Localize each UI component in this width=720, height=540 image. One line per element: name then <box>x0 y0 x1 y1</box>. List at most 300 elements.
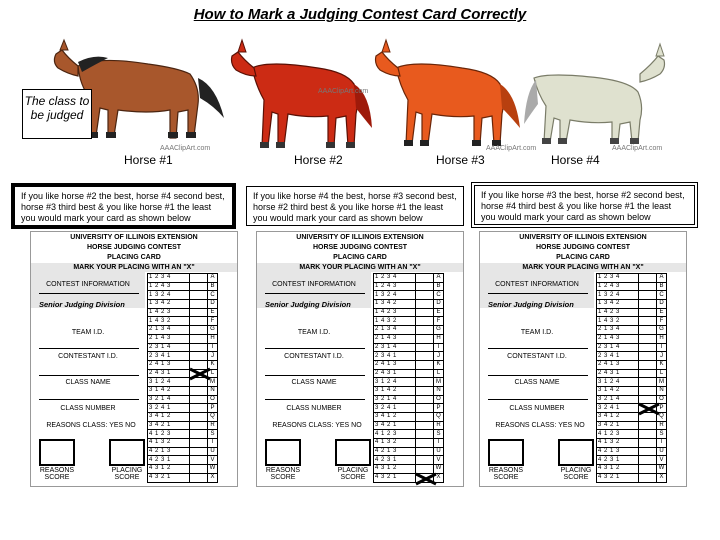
placing-mark-box[interactable] <box>190 308 208 317</box>
placing-mark-box[interactable] <box>416 447 434 456</box>
placing-order: 4 2 1 3 <box>597 447 639 456</box>
placing-mark-box[interactable] <box>416 378 434 387</box>
placing-mark-box[interactable] <box>639 352 657 361</box>
card-header-university: UNIVERSITY OF ILLINOIS EXTENSION <box>519 234 647 241</box>
placing-row <box>148 421 218 430</box>
instruction-box-1: If you like horse #2 the best, horse #4 second best, horse #3 third best & you like horse #1 the least you would mark your card as shown below <box>11 183 236 229</box>
placing-order: 2 1 4 3 <box>597 334 639 343</box>
placing-score-label: PLACING SCORE <box>560 467 592 481</box>
horse-4-watermark: AAAClipArt.com <box>612 145 663 152</box>
placing-order: 4 1 2 3 <box>148 430 190 439</box>
placing-order: 2 1 3 4 <box>597 326 639 335</box>
placing-mark-box[interactable] <box>416 360 434 369</box>
placing-letter: X <box>657 473 667 482</box>
placing-mark-box[interactable] <box>416 456 434 465</box>
card-mark-instruction: MARK YOUR PLACING WITH AN "X" <box>522 264 644 271</box>
horse-3-image <box>370 30 525 155</box>
placing-order: 2 1 3 4 <box>148 326 190 335</box>
placing-letter: I <box>208 343 218 352</box>
placing-mark-box[interactable] <box>190 386 208 395</box>
placing-row <box>148 456 218 465</box>
placing-order: 2 3 4 1 <box>597 352 639 361</box>
placing-mark-box[interactable] <box>639 378 657 387</box>
placing-mark-box[interactable] <box>416 274 434 283</box>
team-id-label: TEAM I.D. <box>297 329 331 336</box>
placing-mark-box[interactable] <box>416 421 434 430</box>
divider <box>39 348 139 349</box>
placing-row <box>148 439 218 448</box>
placing-letter: Q <box>208 413 218 422</box>
placing-mark-box[interactable] <box>190 473 208 482</box>
placing-order: 1 2 4 3 <box>148 282 190 291</box>
placing-letter: V <box>208 456 218 465</box>
placing-order: 4 1 2 3 <box>374 430 416 439</box>
placing-letter: K <box>434 360 444 369</box>
contestant-id-label: CONTESTANT I.D. <box>58 353 118 360</box>
placing-row <box>374 439 444 448</box>
placing-card-2 <box>256 231 464 487</box>
placing-mark-box[interactable] <box>639 334 657 343</box>
placing-order: 2 1 3 4 <box>374 326 416 335</box>
reasons-score-label: REASONS SCORE <box>488 467 524 481</box>
placing-letter: Q <box>657 413 667 422</box>
placing-mark-box[interactable] <box>416 404 434 413</box>
placing-row <box>148 343 218 352</box>
placing-row <box>374 343 444 352</box>
placing-letter: H <box>657 334 667 343</box>
contestant-id-label: CONTESTANT I.D. <box>507 353 567 360</box>
placing-letter: N <box>434 386 444 395</box>
placing-mark-box[interactable] <box>639 439 657 448</box>
placing-letter: U <box>434 447 444 456</box>
placing-order: 2 3 1 4 <box>374 343 416 352</box>
placing-grid <box>596 273 667 483</box>
placing-mark-box[interactable] <box>416 439 434 448</box>
placing-row <box>148 465 218 474</box>
card-header-contest: HORSE JUDGING CONTEST <box>535 244 631 251</box>
placing-order: 2 4 3 1 <box>148 369 190 378</box>
placing-row <box>374 447 444 456</box>
division-label: Senior Judging Division <box>39 300 125 309</box>
placing-score-box[interactable] <box>109 439 145 466</box>
placing-row <box>374 274 444 283</box>
class-number-label: CLASS NUMBER <box>509 405 565 412</box>
placing-mark-box[interactable] <box>416 386 434 395</box>
placing-letter: E <box>434 308 444 317</box>
placing-mark-box[interactable] <box>190 326 208 335</box>
placing-letter: D <box>434 300 444 309</box>
placing-letter: C <box>208 291 218 300</box>
placing-row <box>148 300 218 309</box>
placing-letter: L <box>657 369 667 378</box>
placing-row <box>597 282 667 291</box>
placing-letter: E <box>208 308 218 317</box>
placing-order: 1 3 2 4 <box>148 291 190 300</box>
placing-order: 4 3 1 2 <box>374 465 416 474</box>
placing-mark-box[interactable] <box>639 291 657 300</box>
placing-row <box>374 369 444 378</box>
reasons-score-box[interactable] <box>488 439 524 466</box>
placing-order: 4 3 1 2 <box>597 465 639 474</box>
placing-card-1 <box>30 231 238 487</box>
placing-mark-box[interactable] <box>416 369 434 378</box>
placing-mark-box[interactable] <box>190 439 208 448</box>
placing-letter: B <box>657 282 667 291</box>
placing-mark-box[interactable] <box>416 282 434 291</box>
placing-order: 3 4 1 2 <box>374 413 416 422</box>
placing-order: 3 2 4 1 <box>374 404 416 413</box>
class-to-be-judged-box: The class to be judged <box>22 89 92 139</box>
page-title: How to Mark a Judging Contest Card Correctly <box>193 6 527 23</box>
placing-letter: P <box>208 404 218 413</box>
divider <box>39 375 139 376</box>
placing-letter: U <box>208 447 218 456</box>
placing-letter: W <box>208 465 218 474</box>
placing-order: 2 4 1 3 <box>597 360 639 369</box>
placing-row <box>148 395 218 404</box>
card-header-university: UNIVERSITY OF ILLINOIS EXTENSION <box>70 234 198 241</box>
placing-letter: T <box>657 439 667 448</box>
placing-order: 3 1 4 2 <box>597 386 639 395</box>
placing-letter: M <box>434 378 444 387</box>
placing-mark-box[interactable] <box>639 343 657 352</box>
contest-info-label: CONTEST INFORMATION <box>272 281 356 288</box>
team-id-label: TEAM I.D. <box>520 329 554 336</box>
placing-mark-box[interactable] <box>639 465 657 474</box>
reasons-class-label: REASONS CLASS: YES NO <box>272 422 362 429</box>
placing-order: 4 2 3 1 <box>597 456 639 465</box>
placing-row <box>374 291 444 300</box>
placing-letter: D <box>208 300 218 309</box>
placing-order: 2 4 3 1 <box>374 369 416 378</box>
placing-mark-box[interactable] <box>190 282 208 291</box>
placing-order: 1 4 2 3 <box>597 308 639 317</box>
card-header-placing: PLACING CARD <box>107 254 161 261</box>
placing-row <box>374 386 444 395</box>
horse-2-watermark: AAAClipArt.com <box>318 88 369 95</box>
placing-letter: D <box>657 300 667 309</box>
placing-letter: B <box>208 282 218 291</box>
placing-order: 4 1 3 2 <box>374 439 416 448</box>
placing-row <box>374 308 444 317</box>
placing-order: 4 3 2 1 <box>374 473 416 482</box>
placing-letter: N <box>657 386 667 395</box>
placing-order: 4 1 3 2 <box>597 439 639 448</box>
placing-row <box>374 404 444 413</box>
placing-row <box>597 378 667 387</box>
placing-order: 1 3 4 2 <box>597 300 639 309</box>
placing-mark-box[interactable] <box>190 343 208 352</box>
contest-info-label: CONTEST INFORMATION <box>495 281 579 288</box>
placing-mark-box[interactable] <box>190 334 208 343</box>
placing-score-box[interactable] <box>335 439 371 466</box>
placing-letter: R <box>434 421 444 430</box>
placing-letter: B <box>434 282 444 291</box>
placing-letter: C <box>657 291 667 300</box>
placing-x-mark <box>414 472 438 486</box>
card-header-university: UNIVERSITY OF ILLINOIS EXTENSION <box>296 234 424 241</box>
placing-letter: J <box>208 352 218 361</box>
placing-mark-box[interactable] <box>639 369 657 378</box>
reasons-class-label: REASONS CLASS: YES NO <box>46 422 136 429</box>
divider <box>39 399 139 400</box>
placing-grid <box>373 273 444 483</box>
class-name-label: CLASS NAME <box>514 379 560 386</box>
placing-mark-box[interactable] <box>190 413 208 422</box>
class-name-label: CLASS NAME <box>291 379 337 386</box>
horse-3-label: Horse #3 <box>436 153 485 167</box>
division-label: Senior Judging Division <box>488 300 574 309</box>
division-label: Senior Judging Division <box>265 300 351 309</box>
placing-letter: V <box>657 456 667 465</box>
card-header-contest: HORSE JUDGING CONTEST <box>312 244 408 251</box>
placing-letter: U <box>657 447 667 456</box>
reasons-class-label: REASONS CLASS: YES NO <box>495 422 585 429</box>
placing-row <box>597 369 667 378</box>
placing-order: 2 4 1 3 <box>374 360 416 369</box>
placing-mark-box[interactable] <box>416 343 434 352</box>
placing-letter: G <box>434 326 444 335</box>
placing-row <box>148 291 218 300</box>
card-mark-instruction: MARK YOUR PLACING WITH AN "X" <box>73 264 195 271</box>
placing-letter: T <box>208 439 218 448</box>
divider <box>265 399 365 400</box>
card-header-contest: HORSE JUDGING CONTEST <box>86 244 182 251</box>
contestant-id-label: CONTESTANT I.D. <box>284 353 344 360</box>
placing-row <box>374 300 444 309</box>
placing-mark-box[interactable] <box>416 334 434 343</box>
placing-mark-box[interactable] <box>190 317 208 326</box>
placing-mark-box[interactable] <box>416 430 434 439</box>
placing-mark-box[interactable] <box>416 291 434 300</box>
placing-row <box>597 317 667 326</box>
reasons-score-label: REASONS SCORE <box>39 467 75 481</box>
placing-mark-box[interactable] <box>639 456 657 465</box>
contest-info-label: CONTEST INFORMATION <box>46 281 130 288</box>
placing-row <box>148 404 218 413</box>
placing-order: 2 1 4 3 <box>374 334 416 343</box>
placing-letter: R <box>208 421 218 430</box>
placing-letter: O <box>434 395 444 404</box>
placing-row <box>374 456 444 465</box>
placing-order: 3 2 1 4 <box>597 395 639 404</box>
placing-order: 3 1 4 2 <box>374 386 416 395</box>
placing-order: 2 3 1 4 <box>597 343 639 352</box>
placing-mark-box[interactable] <box>416 395 434 404</box>
placing-row <box>374 334 444 343</box>
placing-mark-box[interactable] <box>639 473 657 482</box>
placing-letter: G <box>208 326 218 335</box>
placing-score-box[interactable] <box>558 439 594 466</box>
placing-letter: X <box>208 473 218 482</box>
divider <box>265 293 365 294</box>
placing-row <box>374 282 444 291</box>
placing-order: 1 4 2 3 <box>148 308 190 317</box>
placing-row <box>597 334 667 343</box>
placing-letter: X <box>434 473 444 482</box>
placing-mark-box[interactable] <box>639 386 657 395</box>
placing-order: 2 4 3 1 <box>597 369 639 378</box>
placing-row <box>597 456 667 465</box>
placing-row <box>148 274 218 283</box>
placing-letter: W <box>434 465 444 474</box>
placing-row <box>374 430 444 439</box>
placing-mark-box[interactable] <box>190 430 208 439</box>
placing-row <box>148 317 218 326</box>
placing-letter: W <box>657 465 667 474</box>
placing-order: 1 2 4 3 <box>374 282 416 291</box>
placing-letter: P <box>434 404 444 413</box>
placing-row <box>597 447 667 456</box>
placing-order: 3 2 4 1 <box>597 404 639 413</box>
placing-row <box>597 386 667 395</box>
placing-mark-box[interactable] <box>190 447 208 456</box>
placing-row <box>374 360 444 369</box>
placing-mark-box[interactable] <box>639 421 657 430</box>
placing-row <box>597 308 667 317</box>
placing-row <box>597 300 667 309</box>
placing-score-label: PLACING SCORE <box>337 467 369 481</box>
divider <box>488 348 588 349</box>
divider <box>265 348 365 349</box>
placing-mark-box[interactable] <box>639 447 657 456</box>
reasons-score-box[interactable] <box>265 439 301 466</box>
placing-mark-box[interactable] <box>190 421 208 430</box>
placing-row <box>597 343 667 352</box>
placing-order: 4 1 3 2 <box>148 439 190 448</box>
placing-letter: J <box>657 352 667 361</box>
placing-mark-box[interactable] <box>639 360 657 369</box>
placing-mark-box[interactable] <box>190 395 208 404</box>
placing-mark-box[interactable] <box>416 326 434 335</box>
placing-row <box>148 308 218 317</box>
placing-row <box>148 352 218 361</box>
instruction-box-3: If you like horse #3 the best, horse #2 second best, horse #4 third best & you like horse #1 the least you would mark your card as shown below <box>471 182 698 228</box>
placing-row <box>374 395 444 404</box>
horse-2-label: Horse #2 <box>294 153 343 167</box>
placing-mark-box[interactable] <box>639 308 657 317</box>
placing-letter: F <box>434 317 444 326</box>
placing-mark-box[interactable] <box>190 300 208 309</box>
placing-mark-box[interactable] <box>639 300 657 309</box>
placing-order: 4 2 1 3 <box>148 447 190 456</box>
divider <box>488 375 588 376</box>
placing-mark-box[interactable] <box>190 404 208 413</box>
placing-mark-box[interactable] <box>639 326 657 335</box>
placing-order: 1 3 2 4 <box>374 291 416 300</box>
placing-letter: F <box>208 317 218 326</box>
placing-mark-box[interactable] <box>416 308 434 317</box>
placing-row <box>597 274 667 283</box>
placing-row <box>597 360 667 369</box>
placing-order: 2 3 1 4 <box>148 343 190 352</box>
placing-row <box>148 473 218 482</box>
placing-mark-box[interactable] <box>190 456 208 465</box>
placing-mark-box[interactable] <box>416 317 434 326</box>
placing-mark-box[interactable] <box>416 300 434 309</box>
reasons-score-label: REASONS SCORE <box>265 467 301 481</box>
placing-row <box>597 430 667 439</box>
placing-order: 3 4 2 1 <box>374 421 416 430</box>
divider <box>488 293 588 294</box>
placing-letter: C <box>434 291 444 300</box>
placing-order: 3 1 4 2 <box>148 386 190 395</box>
placing-order: 4 3 2 1 <box>148 473 190 482</box>
placing-mark-box[interactable] <box>190 465 208 474</box>
placing-row <box>597 291 667 300</box>
placing-row <box>597 439 667 448</box>
placing-order: 3 4 2 1 <box>148 421 190 430</box>
placing-row <box>148 334 218 343</box>
placing-order: 4 2 1 3 <box>374 447 416 456</box>
placing-letter: S <box>208 430 218 439</box>
class-number-label: CLASS NUMBER <box>286 405 342 412</box>
placing-mark-box[interactable] <box>416 413 434 422</box>
placing-x-mark <box>637 402 661 416</box>
placing-order: 4 2 3 1 <box>374 456 416 465</box>
instruction-box-2: If you like horse #4 the best, horse #3 second best, horse #2 third best & you like horse #1 the least you would mark your card as shown below <box>246 186 464 226</box>
reasons-score-box[interactable] <box>39 439 75 466</box>
horse-4-label: Horse #4 <box>551 153 600 167</box>
placing-order: 3 4 1 2 <box>148 413 190 422</box>
placing-letter: Q <box>434 413 444 422</box>
placing-order: 3 2 4 1 <box>148 404 190 413</box>
placing-letter: P <box>657 404 667 413</box>
horse-1-watermark: AAAClipArt.com <box>160 145 211 152</box>
placing-letter: L <box>208 369 218 378</box>
placing-mark-box[interactable] <box>190 291 208 300</box>
placing-order: 3 1 2 4 <box>148 378 190 387</box>
placing-order: 3 2 1 4 <box>148 395 190 404</box>
placing-order: 1 3 4 2 <box>148 300 190 309</box>
placing-order: 2 3 4 1 <box>148 352 190 361</box>
placing-row <box>374 378 444 387</box>
placing-row <box>148 430 218 439</box>
placing-row <box>374 413 444 422</box>
placing-row <box>374 326 444 335</box>
placing-x-mark <box>188 367 212 381</box>
placing-card-3 <box>479 231 687 487</box>
placing-mark-box[interactable] <box>190 352 208 361</box>
placing-letter: O <box>657 395 667 404</box>
placing-letter: E <box>657 308 667 317</box>
placing-mark-box[interactable] <box>639 430 657 439</box>
placing-mark-box[interactable] <box>416 352 434 361</box>
placing-mark-box[interactable] <box>190 274 208 283</box>
placing-letter: A <box>657 274 667 283</box>
placing-row <box>374 421 444 430</box>
placing-order: 4 3 2 1 <box>597 473 639 482</box>
placing-mark-box[interactable] <box>639 274 657 283</box>
placing-mark-box[interactable] <box>639 282 657 291</box>
horse-1-label: Horse #1 <box>124 153 173 167</box>
placing-order: 2 4 1 3 <box>148 360 190 369</box>
class-name-label: CLASS NAME <box>65 379 111 386</box>
placing-letter: M <box>657 378 667 387</box>
team-id-label: TEAM I.D. <box>71 329 105 336</box>
placing-letter: I <box>657 343 667 352</box>
placing-order: 1 2 4 3 <box>597 282 639 291</box>
placing-mark-box[interactable] <box>639 317 657 326</box>
placing-order: 1 4 3 2 <box>374 317 416 326</box>
placing-order: 1 2 3 4 <box>597 274 639 283</box>
placing-row <box>597 465 667 474</box>
placing-letter: N <box>208 386 218 395</box>
placing-order: 2 3 4 1 <box>374 352 416 361</box>
placing-row <box>597 352 667 361</box>
placing-order: 3 1 2 4 <box>597 378 639 387</box>
placing-order: 1 4 3 2 <box>148 317 190 326</box>
